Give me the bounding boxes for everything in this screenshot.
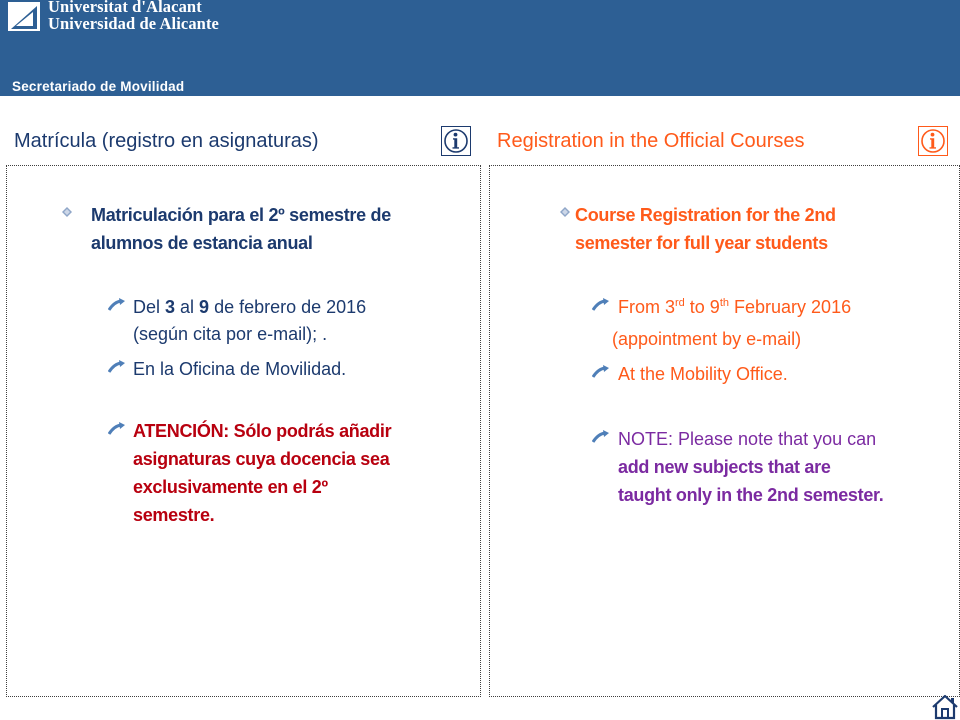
arrow-bullet-icon	[108, 298, 125, 312]
right-note-line1: NOTE: Please note that you can	[618, 429, 877, 449]
arrow-bullet-icon	[592, 430, 609, 444]
left-dates-line2: (según cita por e-mail); .	[133, 324, 328, 344]
arrow-bullet-icon	[108, 360, 125, 374]
right-dates-line2: (appointment by e-mail)	[612, 329, 802, 349]
home-icon[interactable]	[931, 694, 959, 720]
right-place: At the Mobility Office.	[618, 364, 788, 384]
arrow-bullet-icon	[108, 422, 125, 436]
right-dates-line1: From 3rd to 9th February 2016	[618, 297, 852, 317]
info-icon[interactable]	[441, 126, 471, 156]
left-dates-line1: Del 3 al 9 de febrero de 2016	[133, 297, 367, 317]
right-heading-line1: Course Registration for the 2nd	[575, 205, 836, 225]
left-place: En la Oficina de Movilidad.	[133, 359, 347, 379]
left-warning-line3: exclusivamente en el 2º	[133, 477, 328, 497]
university-name-spanish: Universidad de Alicante	[48, 14, 219, 33]
right-title: Registration in the Official Courses	[497, 130, 805, 152]
university-name-valencian: Universitat d'Alacant	[48, 0, 202, 16]
left-warning-line2: asignaturas cuya docencia sea	[133, 449, 390, 469]
left-heading-line1: Matriculación para el 2º semestre de	[91, 205, 391, 225]
arrow-bullet-icon	[592, 365, 609, 379]
right-heading-line2: semester for full year students	[575, 233, 828, 253]
right-note-line2: add new subjects that are	[618, 457, 831, 477]
left-title: Matrícula (registro en asignaturas)	[14, 130, 319, 152]
left-heading-line2: alumnos de estancia anual	[91, 233, 313, 253]
unit-name: Secretariado de Movilidad	[12, 79, 185, 94]
right-note-line3: taught only in the 2nd semester.	[618, 485, 884, 505]
header-banner	[0, 0, 960, 96]
arrow-bullet-icon	[592, 298, 609, 312]
university-logo-icon	[8, 2, 40, 32]
diamond-bullet-icon	[62, 207, 72, 217]
info-icon[interactable]	[918, 126, 948, 156]
left-warning-line4: semestre.	[133, 505, 215, 525]
diamond-bullet-icon	[560, 207, 570, 217]
left-warning-line1: ATENCIÓN: Sólo podrás añadir	[133, 421, 392, 441]
